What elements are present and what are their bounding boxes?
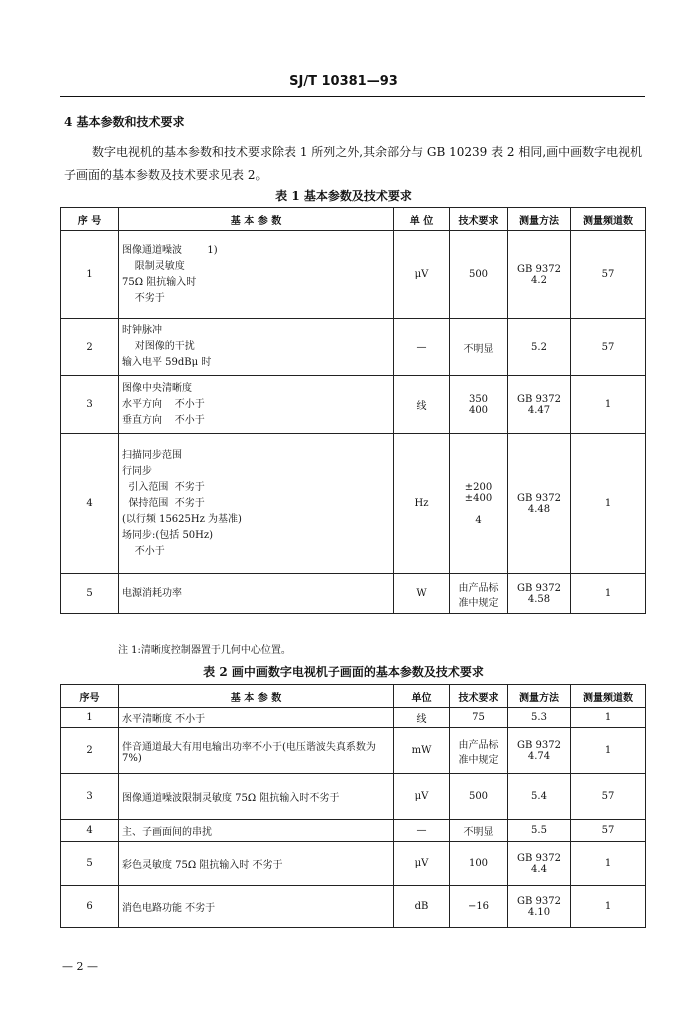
param-line: 水平方向 不小于 [122, 398, 205, 410]
unit-cell: Hz [394, 434, 450, 574]
method-cell: GB 9372 4.10 [508, 886, 571, 928]
param-line: 对图像的干扰 [122, 341, 195, 352]
param-line: 限制灵敏度 [122, 260, 185, 272]
param-line: 行同步 [122, 465, 152, 477]
table-row [61, 842, 646, 886]
method-cell: GB 9372 4.2 [508, 231, 571, 319]
row-number: 2 [61, 319, 119, 376]
row-number: 3 [61, 774, 119, 820]
table-row [61, 774, 646, 820]
header-cell: 测量方法 [508, 685, 571, 708]
requirement-cell: 500 [450, 231, 508, 319]
table-row [61, 728, 646, 774]
table-row [61, 820, 646, 842]
row-number: 6 [61, 886, 119, 928]
channels-cell: 1 [571, 434, 646, 574]
header-cell: 序 号 [61, 208, 119, 231]
section-title: 4 基本参数和技术要求 [64, 115, 185, 129]
channels-cell: 1 [571, 376, 646, 434]
param-cell [119, 319, 394, 376]
requirement-cell: 500 [450, 774, 508, 820]
method-cell: GB 9372 4.74 [508, 728, 571, 774]
param-line: 时钟脉冲 [122, 325, 162, 336]
page-number: — 2 — [62, 960, 98, 973]
header-cell: 单位 [394, 685, 450, 708]
param-line: (以行频 15625Hz 为基准) [122, 513, 242, 525]
requirement-cell: 由产品标 准中规定 [450, 574, 508, 614]
unit-cell: μV [394, 774, 450, 820]
row-number: 1 [61, 231, 119, 319]
channels-cell: 57 [571, 319, 646, 376]
requirement-cell: 由产品标 准中规定 [450, 728, 508, 774]
unit-cell: — [394, 319, 450, 376]
param-cell: 主、子画面间的串扰 [119, 820, 394, 842]
method-cell: GB 9372 4.58 [508, 574, 571, 614]
unit-cell: μV [394, 231, 450, 319]
unit-cell: μV [394, 842, 450, 886]
table-row [61, 434, 646, 574]
table-row [61, 376, 646, 434]
requirement-cell: −16 [450, 886, 508, 928]
param-line: 保持范围 不劣于 [122, 497, 205, 509]
param-cell: 水平清晰度 不小于 [119, 708, 394, 728]
param-line: 输入电平 59dBμ 时 [122, 357, 212, 368]
row-number: 5 [61, 574, 119, 614]
intro-paragraph: 数字电视机的基本参数和技术要求除表 1 所列之外,其余部分与 GB 10239 表 2 相同,画中画数字电视机子画面的基本参数及技术要求见表 2。 [64, 145, 643, 182]
requirement-cell: 100 [450, 842, 508, 886]
row-number: 4 [61, 434, 119, 574]
requirement-cell: 75 [450, 708, 508, 728]
param-cell [119, 434, 394, 574]
method-cell: 5.3 [508, 708, 571, 728]
row-number: 3 [61, 376, 119, 434]
header-cell: 基 本 参 数 [119, 685, 394, 708]
table-row [61, 319, 646, 376]
row-number: 4 [61, 820, 119, 842]
header-cell: 基 本 参 数 [119, 208, 394, 231]
table1-header-row [61, 208, 646, 231]
method-cell: 5.4 [508, 774, 571, 820]
param-cell: 图像通道噪波限制灵敏度 75Ω 阻抗输入时不劣于 [119, 774, 394, 820]
param-line: 图像中央清晰度 [122, 382, 192, 394]
table-row [61, 886, 646, 928]
param-cell: 伴音通道最大有用电输出功率不小于(电压谐波失真系数为 7%) [119, 728, 394, 774]
channels-cell: 1 [571, 708, 646, 728]
header-cell: 序号 [61, 685, 119, 708]
table1-caption: 表 1 基本参数及技术要求 [275, 189, 412, 203]
channels-cell: 1 [571, 842, 646, 886]
header-cell: 测量频道数 [571, 208, 646, 231]
unit-cell: dB [394, 886, 450, 928]
channels-cell: 57 [571, 774, 646, 820]
param-cell: 消色电路功能 不劣于 [119, 886, 394, 928]
param-line: 电源消耗功率 [122, 587, 182, 599]
requirement-cell: 不明显 [450, 319, 508, 376]
param-cell: 彩色灵敏度 75Ω 阻抗输入时 不劣于 [119, 842, 394, 886]
param-cell [119, 231, 394, 319]
param-line: 场同步:(包括 50Hz) [122, 529, 214, 541]
channels-cell: 1 [571, 574, 646, 614]
requirement-cell: 350 400 [450, 376, 508, 434]
method-cell: 5.5 [508, 820, 571, 842]
table-row [61, 708, 646, 728]
method-cell: 5.2 [508, 319, 571, 376]
row-number: 2 [61, 728, 119, 774]
param-line: 引入范围 不劣于 [122, 481, 205, 493]
row-number: 5 [61, 842, 119, 886]
table2-caption: 表 2 画中画数字电视机子画面的基本参数及技术要求 [203, 665, 484, 679]
unit-cell: mW [394, 728, 450, 774]
table-row [61, 574, 646, 614]
header-cell: 技术要求 [450, 208, 508, 231]
channels-cell: 57 [571, 820, 646, 842]
param-line: 不小于 [122, 545, 165, 557]
unit-cell: — [394, 820, 450, 842]
header-cell: 单 位 [394, 208, 450, 231]
table-row [61, 231, 646, 319]
param-line: 75Ω 阻抗输入时 [122, 276, 197, 288]
channels-cell: 1 [571, 886, 646, 928]
table1-note: 注 1:清晰度控制器置于几何中心位置。 [118, 645, 291, 656]
table1 [60, 207, 646, 614]
document-header: SJ/T 10381—93 [289, 74, 398, 89]
param-line: 图像通道噪波 1) [122, 244, 218, 256]
unit-cell: W [394, 574, 450, 614]
header-rule [60, 96, 645, 97]
header-cell: 测量方法 [508, 208, 571, 231]
table2 [60, 684, 646, 928]
param-cell [119, 574, 394, 614]
method-cell: GB 9372 4.4 [508, 842, 571, 886]
unit-cell: 线 [394, 708, 450, 728]
method-cell: GB 9372 4.47 [508, 376, 571, 434]
channels-cell: 1 [571, 728, 646, 774]
param-line: 不劣于 [122, 292, 165, 304]
param-line: 垂直方向 不小于 [122, 414, 205, 426]
header-cell: 技术要求 [450, 685, 508, 708]
param-line: 扫描同步范围 [122, 449, 182, 461]
channels-cell: 57 [571, 231, 646, 319]
unit-cell: 线 [394, 376, 450, 434]
header-cell: 测量频道数 [571, 685, 646, 708]
requirement-cell: ±200 ±400 4 [450, 434, 508, 574]
row-number: 1 [61, 708, 119, 728]
param-cell [119, 376, 394, 434]
method-cell: GB 9372 4.48 [508, 434, 571, 574]
table2-header-row [61, 685, 646, 708]
requirement-cell: 不明显 [450, 820, 508, 842]
